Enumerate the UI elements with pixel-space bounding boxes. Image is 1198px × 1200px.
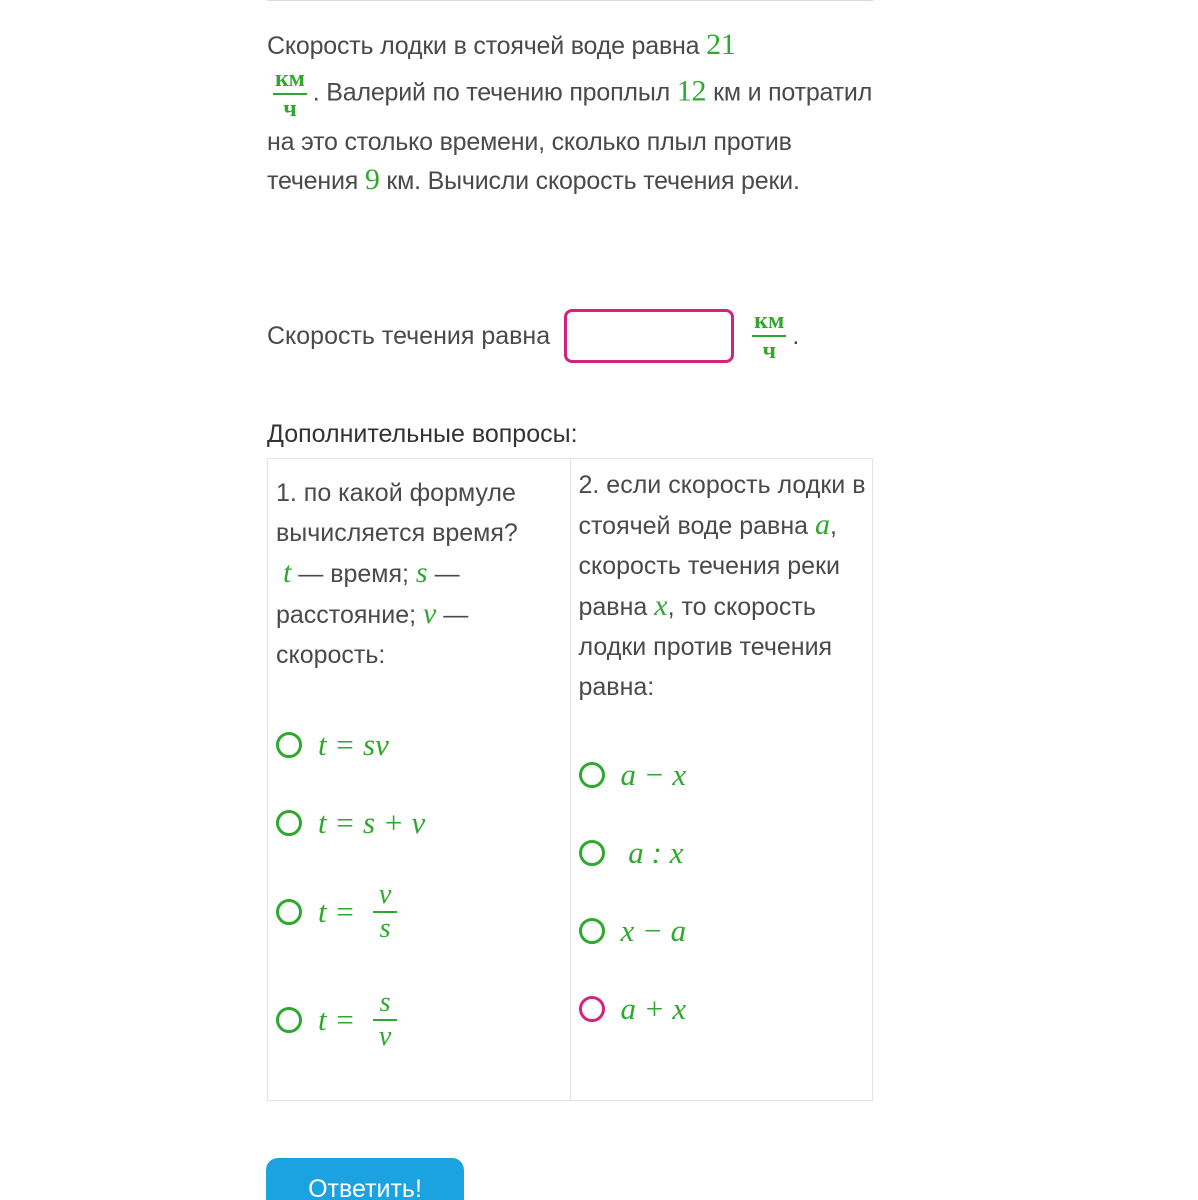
downstream-distance-value: 12 (676, 74, 707, 108)
q2-text-c: , то скорость лодки против течения равна: (578, 593, 833, 701)
q1-option-2-radio[interactable] (276, 810, 302, 836)
q1-option-3-formula (318, 879, 397, 945)
q1-option-3-prefix: t = (318, 894, 364, 929)
speed-unit-fraction (273, 65, 307, 123)
q1-option-1-radio[interactable] (276, 732, 302, 758)
q1-option-1-formula: t = sv (318, 727, 389, 762)
q2-option-4[interactable] (579, 991, 687, 1027)
top-divider (267, 0, 873, 1)
question-2-text (579, 465, 871, 707)
extra-questions-table (267, 458, 873, 1101)
unit-denominator: ч (283, 96, 297, 122)
q2-text-b: скорость течения реки равна (578, 552, 840, 621)
q1-option-3-radio[interactable] (276, 899, 302, 925)
q2-text-a: 2. если скорость лодки в стоячей воде равна (578, 471, 866, 540)
q1-option-4-numerator: s (379, 987, 391, 1018)
q1-option-4-radio[interactable] (276, 1007, 302, 1033)
q2-var-a: a (815, 508, 830, 541)
answer-unit-fraction (752, 307, 786, 365)
problem-text-2: . Валерий по течению проплыл (312, 78, 670, 107)
q1-text-a: 1. по какой формуле вычисляется время? (276, 479, 518, 547)
q2-option-4-formula: a + x (620, 991, 687, 1026)
q1-var-t: t (282, 556, 292, 589)
answer-label: Скорость течения равна (267, 321, 551, 350)
extra-questions-title: Дополнительные вопросы: (267, 420, 578, 448)
answer-period: . (792, 321, 800, 350)
q2-option-4-radio[interactable] (579, 996, 605, 1022)
q1-option-3-denominator: s (379, 913, 391, 944)
q2-var-x: x (654, 589, 668, 622)
answer-unit-numerator: км (754, 308, 785, 334)
q2-option-3-formula: x − a (620, 913, 687, 948)
q1-option-1[interactable] (276, 727, 389, 763)
q2-option-2[interactable] (579, 835, 684, 871)
problem-text-1: Скорость лодки в стоячей воде равна (267, 32, 700, 60)
q1-option-4-fraction (373, 987, 397, 1053)
question-1-text (276, 473, 561, 675)
q1-option-4[interactable] (276, 987, 397, 1053)
submit-button[interactable]: Ответить! (266, 1158, 464, 1200)
q1-option-4-formula (318, 987, 397, 1053)
q1-option-2-formula: t = s + v (318, 805, 426, 840)
q2-option-3[interactable] (579, 913, 687, 949)
q1-option-2[interactable] (276, 805, 425, 841)
upstream-distance-value: 9 (364, 163, 380, 196)
q1-option-3-fraction (373, 879, 397, 945)
q1-option-3-numerator: v (378, 879, 392, 910)
q2-option-3-radio[interactable] (579, 918, 605, 944)
q2-comma: , (830, 512, 837, 540)
q1-text-d: — скорость: (276, 601, 469, 669)
q1-var-s: s (415, 556, 428, 589)
q1-text-c: — расстояние; (276, 560, 460, 629)
q2-option-1-formula: a − x (620, 757, 687, 792)
q1-option-4-denominator: v (378, 1021, 392, 1052)
problem-text-3: км и потратил на это столько времени, сколько плыл против течения (267, 78, 873, 195)
current-speed-input[interactable] (564, 309, 734, 363)
q2-option-1-radio[interactable] (579, 762, 605, 788)
problem-statement (267, 26, 873, 200)
q1-option-3[interactable] (276, 879, 397, 945)
question-2-column (571, 459, 873, 1100)
unit-numerator: км (275, 66, 305, 92)
q1-var-v: v (423, 597, 437, 630)
q2-option-2-formula: a : x (620, 835, 684, 870)
boat-speed-value: 21 (706, 28, 736, 61)
answer-row (267, 296, 799, 376)
q2-option-1[interactable] (579, 757, 687, 793)
answer-unit-denominator: ч (762, 338, 776, 364)
q1-option-4-prefix: t = (318, 1002, 364, 1037)
q1-text-b: — время; (298, 560, 409, 588)
problem-text-4: км. Вычисли скорость течения реки. (386, 167, 800, 195)
question-1-column (268, 459, 571, 1100)
q2-option-2-radio[interactable] (579, 840, 605, 866)
